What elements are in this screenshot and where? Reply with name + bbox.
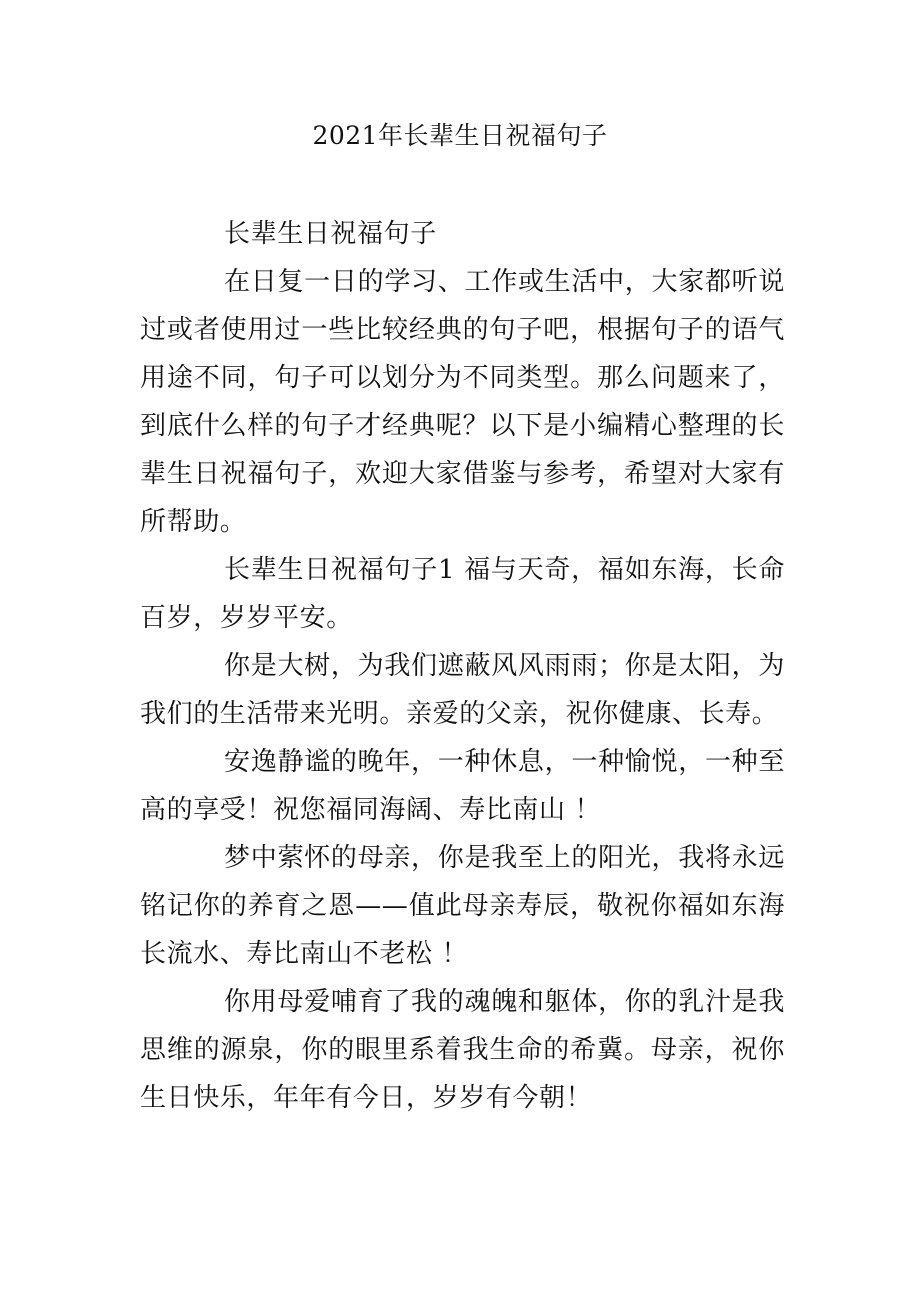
paragraph-blessing-3: 安逸静谧的晚年，一种休息，一种愉悦，一种至高的享受！祝您福同海阔、寿比南山 ！ [140,747,785,825]
paragraph-blessing-4: 梦中萦怀的母亲，你是我至上的阳光，我将永远铭记你的养育之恩——值此母亲寿辰，敬祝你福如东海长流水、寿比南山不老松 ！ [140,843,785,969]
paragraph-blessing-5: 你用母爱哺育了我的魂魄和躯体，你的乳汁是我思维的源泉，你的眼里系着我生命的希冀。母亲，祝你生日快乐，年年有今日，岁岁有今朝！ [140,987,785,1113]
paragraph-intro: 在日复一日的学习、工作或生活中，大家都听说过或者使用过一些比较经典的句子吧，根据句子的语气用途不同，句子可以划分为不同类型。那么问题来了，到底什么样的句子才经典呢？以下是小编精心整理的长辈生日祝福句子，欢迎大家借鉴与参考，希望对大家有所帮助。 [140,267,785,537]
paragraph-blessing-2: 你是大树，为我们遮蔽风风雨雨；你是太阳，为我们的生活带来光明。亲爱的父亲，祝你健康、长寿。 [140,651,785,729]
paragraph-blessing-1: 长辈生日祝福句子1 福与天奇，福如东海，长命百岁，岁岁平安。 [140,555,785,633]
paragraph-subtitle: 长辈生日祝福句子 [224,219,437,249]
document-title: 2021年长辈生日祝福句子 [312,121,608,150]
document-body [140,210,785,1122]
